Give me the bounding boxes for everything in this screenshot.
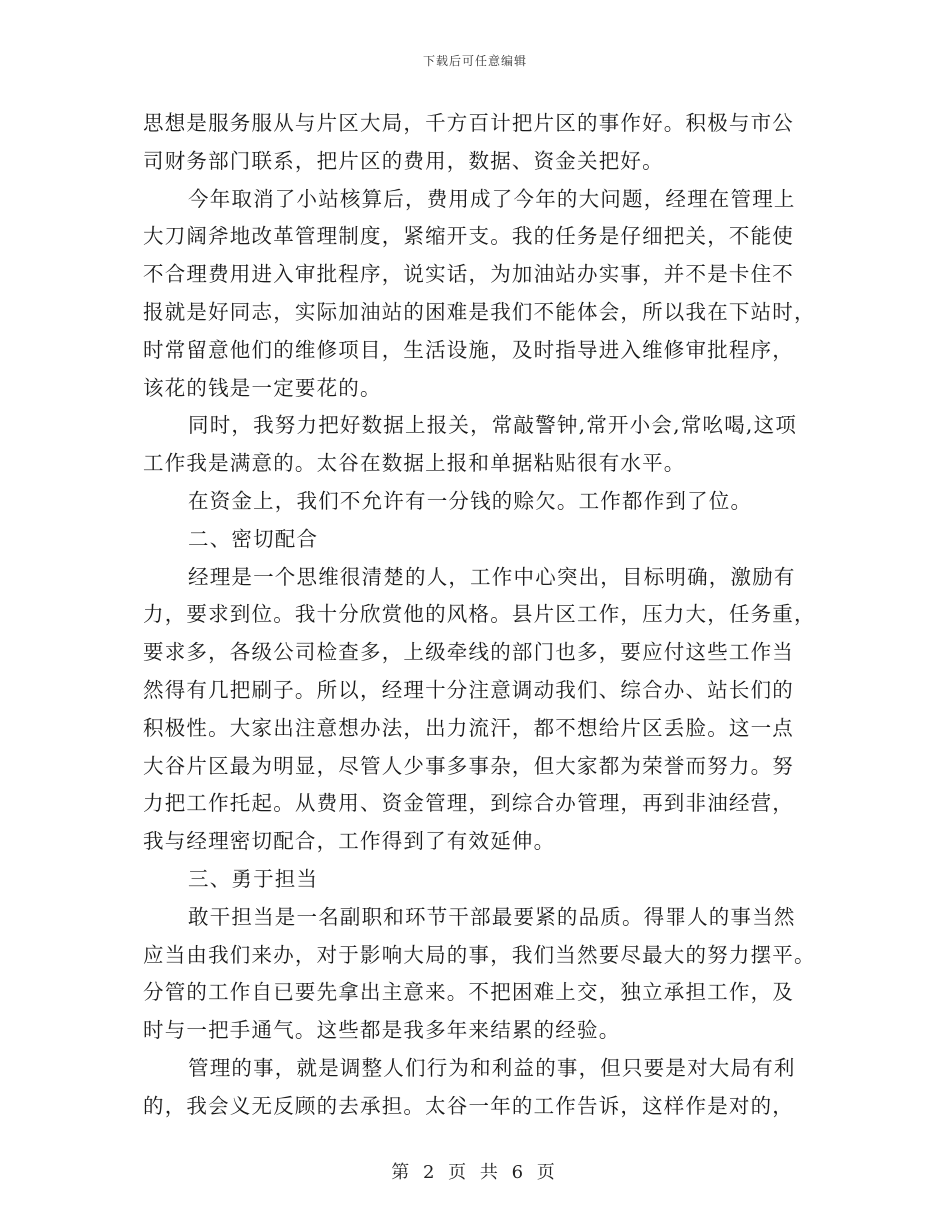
text-line: 司财务部门联系，把片区的费用，数据、资金关把好。: [143, 148, 664, 173]
text-line: 大谷片区最为明显，尽管人少事多事杂，但大家都为荣誉而努力。努: [143, 753, 794, 778]
text-line: 我与经理密切配合，工作得到了有效延伸。: [143, 829, 556, 854]
page-header: 下载后可任意编辑: [422, 54, 527, 68]
text-line: 时与一把手通气。这些都是我多年来结累的经验。: [143, 1018, 621, 1043]
paragraph-start-line: 在资金上，我们不允许有一分钱的赊欠。工作都作到了位。: [188, 488, 753, 513]
document-body: [143, 105, 816, 1126]
text-line: 的，我会义无反顾的去承担。太谷一年的工作告诉，这样作是对的，: [143, 1093, 794, 1118]
section-heading: 三、勇于担当: [188, 866, 319, 891]
text-line: 力，要求到位。我十分欣赏他的风格。县片区工作，压力大，任务重，: [143, 602, 816, 627]
text-line: 分管的工作自已要先拿出主意来。不把困难上交，独立承担工作，及: [143, 980, 794, 1005]
page-footer: 第 2 页 共 6 页: [391, 1162, 559, 1183]
section-heading: 二、密切配合: [188, 526, 319, 551]
text-line: 力把工作托起。从费用、资金管理，到综合办管理，再到非油经营，: [143, 791, 794, 816]
paragraph-start-line: 经理是一个思维很清楚的人，工作中心突出，目标明确，激励有: [188, 564, 796, 589]
text-line: 不合理费用进入审批程序，说实话，为加油站办实事，并不是卡住不: [143, 262, 794, 287]
text-line: 工作我是满意的。太谷在数据上报和单据粘贴很有水平。: [143, 451, 686, 476]
paragraph-start-line: 敢干担当是一名副职和环节干部最要紧的品质。得罪人的事当然: [188, 904, 796, 929]
text-line: 时常留意他们的维修项目，生活设施，及时指导进入维修审批程序，: [143, 337, 794, 362]
paragraph-start-line: 今年取消了小站核算后，费用成了今年的大问题，经理在管理上: [188, 186, 796, 211]
text-line: 该花的钱是一定要花的。: [143, 375, 382, 400]
paragraph-start-line: 管理的事，就是调整人们行为和利益的事，但只要是对大局有利: [188, 1055, 796, 1080]
text-line: 大刀阔斧地改革管理制度，紧缩开支。我的任务是仔细把关，不能使: [143, 224, 794, 249]
text-line: 思想是服务服从与片区大局，千方百计把片区的事作好。积极与市公: [143, 111, 794, 135]
text-line: 积极性。大家出注意想办法，出力流汗，都不想给片区丢脸。这一点: [143, 715, 794, 740]
text-line: 要求多，各级公司检查多，上级牵线的部门也多，要应付这些工作当: [143, 640, 794, 665]
text-line: 然得有几把刷子。所以，经理十分注意调动我们、综合办、站长们的: [143, 677, 794, 702]
text-line: 报就是好同志，实际加油站的困难是我们不能体会，所以我在下站时，: [143, 299, 816, 324]
paragraph-start-line: 同时，我努力把好数据上报关，常敲警钟,常开小会,常吆喝,这项: [188, 413, 798, 438]
text-line: 应当由我们来办，对于影响大局的事，我们当然要尽最大的努力摆平。: [143, 942, 816, 967]
